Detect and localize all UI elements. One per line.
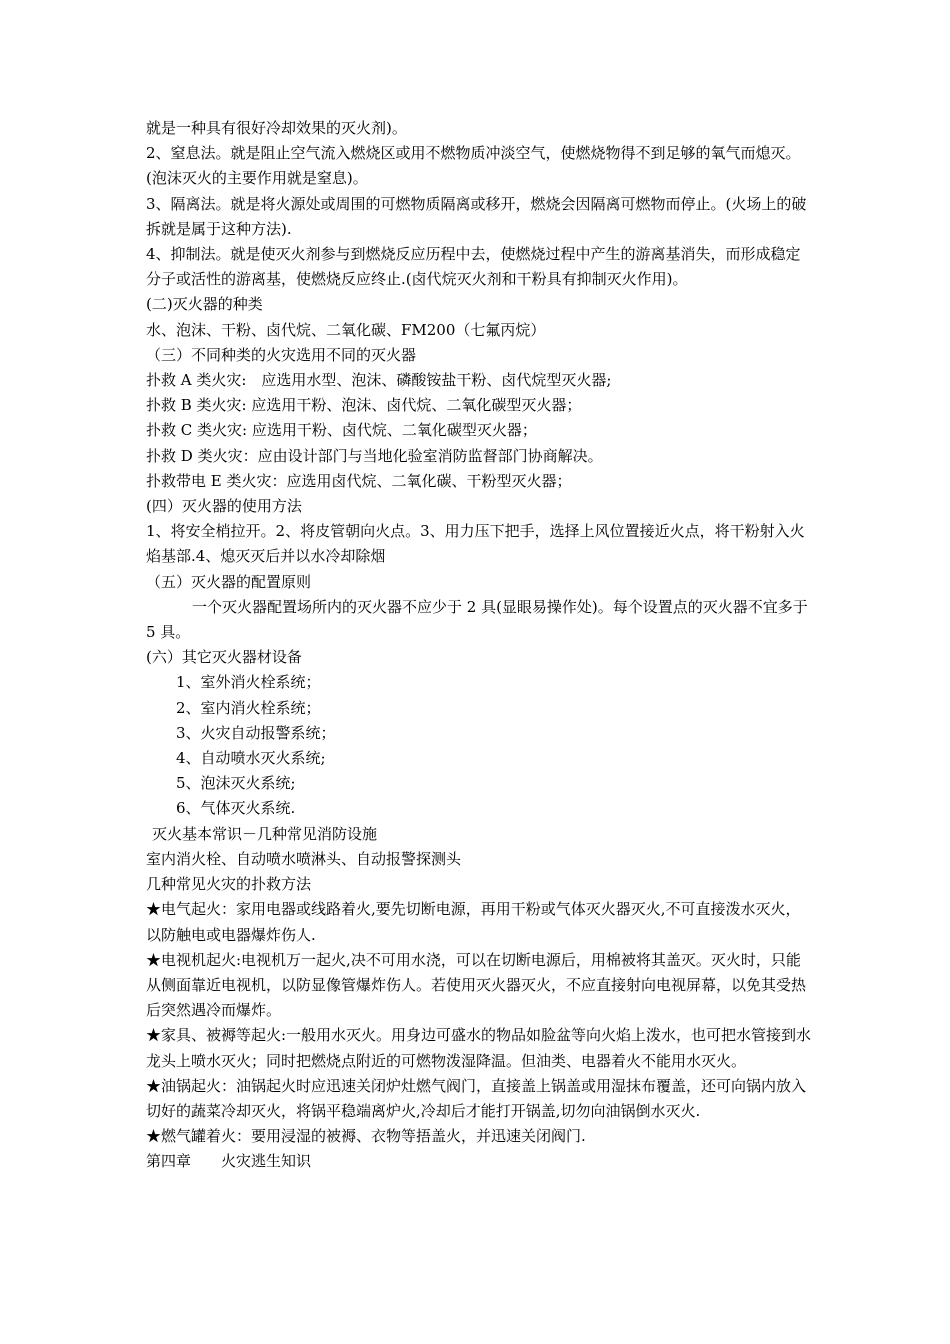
- paragraph-isolation-method: 3、隔离法。就是将火源处或周围的可燃物质隔离或移开，燃烧会因隔离可燃物而停止。(火场上的破拆就是属于这种方法).: [146, 194, 807, 238]
- paragraph-tv-fire: ★电视机起火:电视机万一起火,决不可用水浇，可以在切断电源后，用棉被将其盖灭。灭火时，只能从侧面靠近电视机，以防显像管爆炸伤人。若使用灭火器灭火，不应直接射向电视屏幕，以免其受热后突然遇冷而爆炸。: [146, 950, 807, 1020]
- paragraph-electrical-fire: ★电气起火：家用电器或线路着火,要先切断电源，再用干粉或气体灭火器灭火,不可直接泼水灭火，以防触电或电器爆炸伤人.: [146, 900, 801, 944]
- list-item: 5、泡沫灭火系统;: [176, 774, 296, 793]
- chapter-heading: 第四章 火灾逃生知识: [146, 1152, 312, 1171]
- list-item: 2、室内消火栓系统；: [176, 698, 321, 717]
- paragraph-class-b: 扑救 B 类火灾: 应选用干粉、泡沫、卤代烷、二氧化碳型灭火器；: [146, 396, 582, 415]
- paragraph-suppression-method: 4、抑制法。就是使灭火剂参与到燃烧反应历程中去，使燃烧过程中产生的游离基消失，而形成稳定分子或活性的游离基，使燃烧反应终止.(卤代烷灭火剂和干粉具有抑制灭火作用)。: [146, 245, 801, 289]
- paragraph-class-d: 扑救 D 类火灾：应由设计部门与当地化验室消防监督部门协商解决。: [146, 446, 603, 465]
- paragraph-extinguisher-type-list: 水、泡沫、干粉、卤代烷、二氧化碳、FM200（七氟丙烷）: [146, 320, 546, 339]
- list-item: 3、火灾自动报警系统；: [176, 723, 336, 742]
- section-heading-common-facilities: 灭火基本常识－几种常见消防设施: [152, 824, 378, 843]
- section-heading-firefighting-methods: 几种常见火灾的扑救方法: [146, 875, 312, 894]
- section-heading-placement: （五）灭火器的配置原则: [146, 572, 312, 591]
- section-heading-extinguisher-types: (二)灭火器的种类: [146, 295, 263, 314]
- paragraph-class-a: 扑救 A 类火灾: 应选用水型、泡沫、磷酸铵盐干粉、卤代烷型灭火器;: [146, 371, 612, 390]
- section-heading-fire-classes: （三）不同种类的火灾选用不同的灭火器: [146, 345, 417, 364]
- section-heading-other-equipment: (六）其它灭火器材设备: [146, 648, 302, 667]
- list-item: 1、室外消火栓系统；: [176, 673, 321, 692]
- section-heading-usage: (四）灭火器的使用方法: [146, 497, 302, 516]
- document-body: [146, 116, 814, 1175]
- paragraph-placement-rule: 一个灭火器配置场所内的灭火器不应少于 2 具(显眼易操作处)。每个设置点的灭火器不宜多于 5 具。: [146, 597, 808, 642]
- list-item: 6、气体灭火系统.: [176, 799, 296, 818]
- paragraph-suffocation-method: 2、窒息法。就是阻止空气流入燃烧区或用不燃物质冲淡空气，使燃烧物得不到足够的氧气而熄灭。(泡沫灭火的主要作用就是窒息)。: [146, 144, 801, 188]
- paragraph-gas-tank-fire: ★燃气罐着火：要用浸湿的被褥、衣物等捂盖火，并迅速关闭阀门.: [146, 1127, 586, 1146]
- paragraph-furniture-fire: ★家具、被褥等起火:一般用水灭火。用身边可盛水的物品如脸盆等向火焰上泼水，也可把水管接到水龙头上喷水灭火；同时把燃烧点附近的可燃物泼湿降温。但油类、电器着火不能用水灭火。: [146, 1026, 812, 1070]
- list-item: 4、自动喷水灭火系统;: [176, 749, 326, 768]
- paragraph-facilities-list: 室内消火栓、自动喷水喷淋头、自动报警探测头: [146, 849, 462, 868]
- paragraph-oil-pan-fire: ★油锅起火：油锅起火时应迅速关闭炉灶燃气阀门，直接盖上锅盖或用湿抹布覆盖，还可向锅内放入切好的蔬菜冷却灭火，将锅平稳端离炉火,冷却后才能打开锅盖,切勿向油锅倒水灭火.: [146, 1076, 807, 1120]
- paragraph-cooling-continuation: 就是一种具有很好冷却效果的灭火剂)。: [146, 119, 407, 137]
- paragraph-class-c: 扑救 C 类火灾: 应选用干粉、卤代烷、二氧化碳型灭火器；: [146, 421, 537, 440]
- paragraph-usage-steps: 1、将安全梢拉开。2、将皮管朝向火点。3、用力压下把手，选择上风位置接近火点，将干粉射入火焰基部.4、熄灭灭后并以水冷却除烟: [146, 522, 805, 566]
- paragraph-class-e: 扑救带电 E 类火灾：应选用卤代烷、二氧化碳、干粉型灭火器；: [146, 471, 572, 490]
